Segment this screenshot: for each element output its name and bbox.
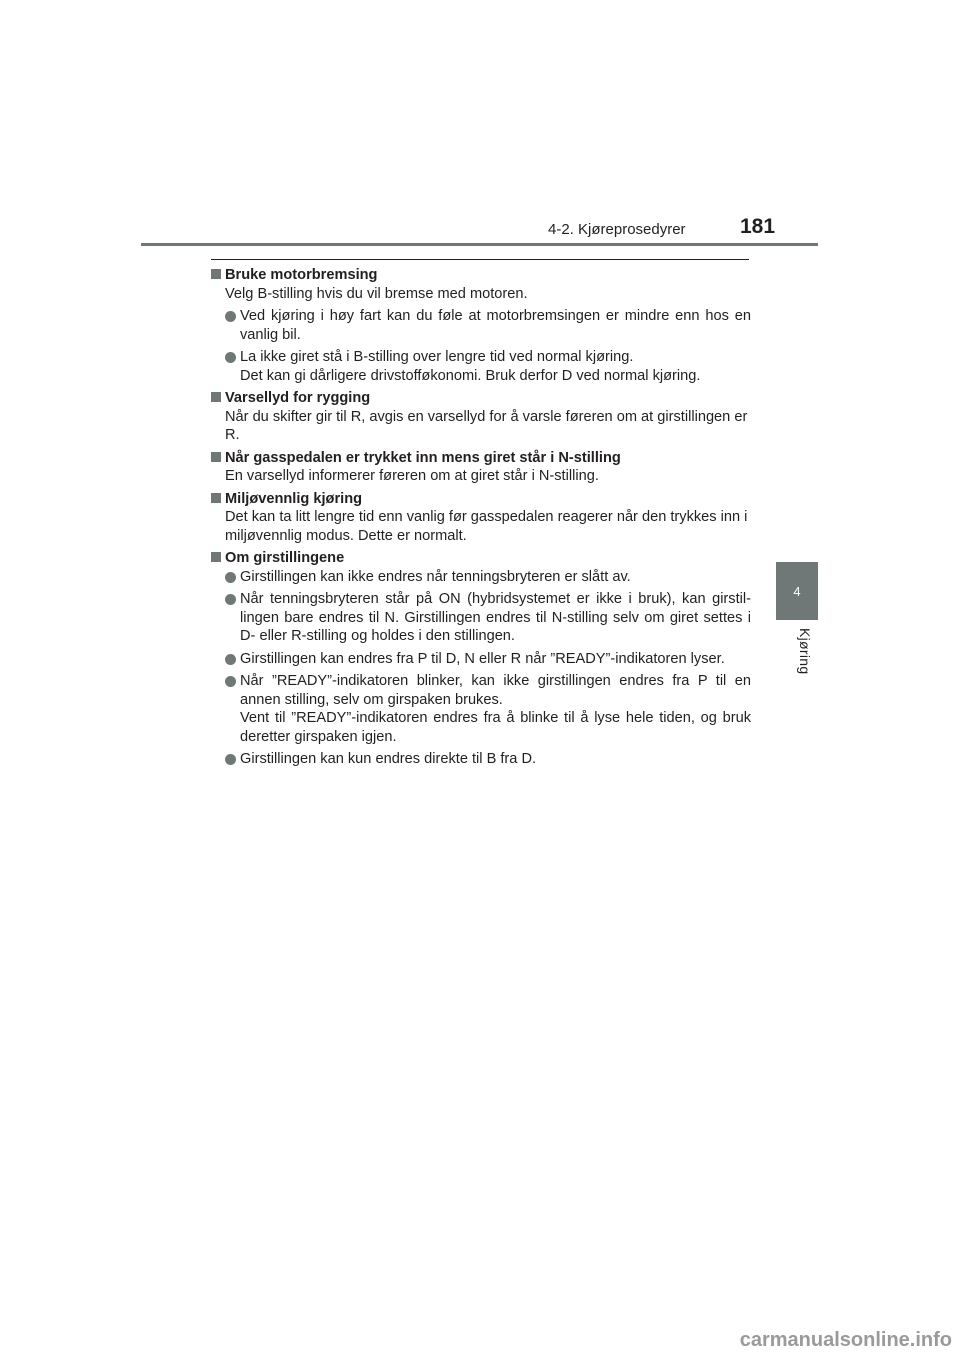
bullet-line: Girstillingen kan endres fra P til D, N eller R når ”READY”-indikatoren lyser. — [240, 650, 725, 667]
section-body: Velg B-stilling hvis du vil bremse med motoren. — [225, 285, 528, 302]
bullet-line: Når ”READY”-indikatoren blinker, kan ikke girstillingen endres fra P til en annen stilling, selv om girspaken brukes. — [240, 673, 751, 708]
section — [211, 266, 751, 385]
page-number: 181 — [740, 215, 776, 238]
section-heading — [211, 266, 751, 285]
page-content — [211, 266, 751, 773]
chapter-label: Kjøring — [797, 628, 813, 675]
bullet-line: Når tenningsbryteren står på ON (hybridsystemet er ikke i bruk), kan girstil-lingen bare endres til N. Girstillingen endres til N-stilling selv om giret settes i D- eller R-stilling og holdes i den stillingen. — [240, 591, 751, 644]
bullet-item — [225, 750, 751, 769]
bullet-line: Girstillingen kan ikke endres når tenningsbryteren er slått av. — [240, 568, 631, 585]
section-heading — [211, 549, 751, 568]
bullet-line: Ved kjøring i høy fart kan du føle at motorbremsingen er mindre enn hos en vanlig bil. — [240, 308, 751, 343]
chapter-tab — [776, 562, 818, 620]
heading-text: Miljøvennlig kjøring — [225, 490, 363, 507]
section — [211, 549, 751, 769]
circle-bullet-icon — [225, 676, 236, 687]
section-heading — [211, 490, 751, 509]
circle-bullet-icon — [225, 311, 236, 322]
bullet-text — [240, 750, 751, 769]
bullet-text — [240, 568, 751, 587]
bullet-item — [225, 590, 751, 646]
square-bullet-icon — [211, 269, 221, 279]
bullet-text — [240, 307, 751, 344]
chapter-number: 4 — [793, 583, 801, 599]
bullet-item — [225, 568, 751, 587]
square-bullet-icon — [211, 552, 221, 562]
watermark: carmanualsonline.info — [739, 1329, 952, 1351]
bullet-item — [225, 307, 751, 344]
circle-bullet-icon — [225, 572, 236, 583]
bullet-item — [225, 672, 751, 746]
section — [211, 490, 751, 546]
section-body: En varsellyd informerer føreren om at giret står i N-stilling. — [225, 468, 599, 484]
section — [211, 389, 751, 445]
bullet-line: Vent til ”READY”-indikatoren endres fra å blinke til å lyse hele tiden, og bruk deretter girspaken igjen. — [240, 710, 751, 745]
bullet-text — [240, 348, 751, 385]
circle-bullet-icon — [225, 594, 236, 605]
section-body: Når du skifter gir til R, avgis en varsellyd for å varsle føreren om at girstillingen er R. — [225, 408, 748, 443]
circle-bullet-icon — [225, 352, 236, 363]
section-title: 4-2. Kjøreprosedyrer — [548, 221, 686, 238]
bullet-item — [225, 348, 751, 385]
circle-bullet-icon — [225, 654, 236, 665]
bullet-text — [240, 650, 751, 669]
square-bullet-icon — [211, 392, 221, 402]
content-rule — [211, 259, 749, 260]
bullet-item — [225, 650, 751, 669]
square-bullet-icon — [211, 452, 221, 462]
bullet-line: La ikke giret stå i B-stilling over lengre tid ved normal kjøring. — [240, 349, 634, 365]
bullet-text — [240, 590, 751, 646]
section-heading — [211, 449, 751, 468]
section-body: Det kan ta litt lengre tid enn vanlig før gasspedalen reagerer når den trykkes inn i miljøvennlig modus. Dette er normalt. — [225, 509, 748, 544]
heading-text: Når gasspedalen er trykket inn mens giret står i N-stilling — [225, 449, 621, 466]
header-rule — [141, 243, 818, 246]
heading-text: Varsellyd for rygging — [225, 390, 371, 406]
section — [211, 449, 751, 486]
heading-text: Bruke motorbremsing — [225, 267, 378, 283]
bullet-text — [240, 672, 751, 746]
section-heading — [211, 389, 751, 408]
square-bullet-icon — [211, 493, 221, 503]
bullet-line: Girstillingen kan kun endres direkte til B fra D. — [240, 751, 537, 767]
heading-text: Om girstillingene — [225, 550, 345, 566]
bullet-line: Det kan gi dårligere drivstofføkonomi. Bruk derfor D ved normal kjøring. — [240, 367, 701, 384]
circle-bullet-icon — [225, 754, 236, 765]
